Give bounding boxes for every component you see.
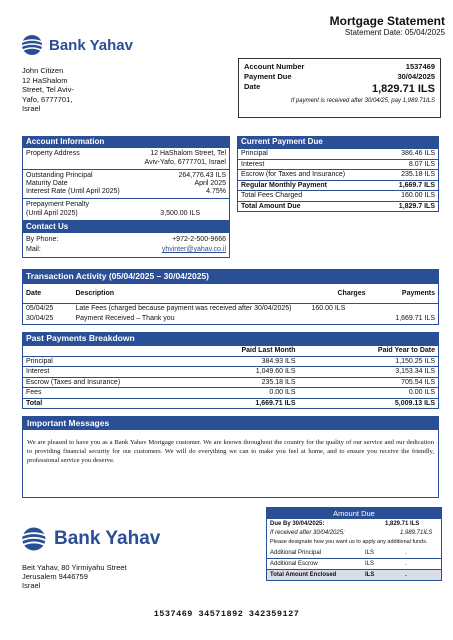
recipient-line: 12 HaShalom (22, 75, 68, 85)
transaction-payments (369, 304, 439, 315)
payment-row (238, 159, 439, 170)
row-label: Total (26, 399, 43, 407)
bank-name: Bank Yahav (49, 36, 133, 54)
column-header: Payments (401, 290, 435, 297)
transaction-payments: 1,669.71 ILS (395, 315, 435, 322)
total-enclosed-label: Total Amount Enclosed (270, 571, 337, 578)
account-info-label: Interest Rate (Until April 2025) (26, 188, 120, 195)
coupon-row-field[interactable]: . (405, 549, 407, 556)
paid-last-month: 0.00 ILS (269, 389, 296, 396)
payment-value: 386.46 ILS (401, 150, 435, 157)
account-info-value: April 2025 (194, 180, 226, 187)
paid-ytd: 5,009.13 ILS (394, 399, 435, 407)
payment-row (238, 191, 439, 202)
recipient-line: Israel (22, 104, 41, 113)
table-row (23, 367, 439, 378)
total-enclosed-field[interactable]: . (405, 571, 407, 578)
phone-label: By Phone: (26, 236, 59, 243)
micr-line: 1537469 34571892 342359127 (153, 609, 300, 619)
date-label: Date (244, 82, 261, 91)
recipient-address (22, 66, 74, 114)
past-payments-header: Past Payments Breakdown (22, 332, 439, 345)
important-messages-section (22, 416, 439, 498)
payment-row (238, 201, 439, 212)
coupon-row[interactable] (267, 548, 441, 559)
coupon-row[interactable] (267, 559, 441, 570)
transaction-description: Late Fees (charged because payment was received after 30/04/2025) (75, 305, 292, 312)
row-label: Interest (26, 368, 50, 375)
return-address-line: Israel (22, 581, 41, 590)
statement-date: Statement Date: 05/04/2025 (344, 28, 445, 37)
paid-ytd: 0.00 ILS (408, 389, 435, 396)
account-info-label: Maturity Date (26, 180, 68, 187)
transaction-table (22, 283, 439, 325)
designate-note: Please designate how you want us to apply any additional funds. (270, 539, 428, 545)
table-row (23, 377, 439, 388)
past-payments-section (22, 332, 439, 409)
property-address-line: Aviv-Yafo, 6777701, Israel (144, 158, 226, 166)
table-row (23, 398, 439, 409)
statement-title: Mortgage Statement (329, 14, 445, 28)
paid-last-month: 384.93 ILS (261, 357, 296, 365)
coupon-row-unit: ILS (365, 560, 375, 567)
prepayment-penalty-label: Prepayment Penalty (26, 201, 90, 208)
transaction-activity-header: Transaction Activity (05/04/2025 – 30/04/2025) (22, 269, 439, 283)
table-row (23, 388, 439, 399)
payment-row (238, 149, 439, 160)
email-link[interactable]: yhvinter@yahav.co.il (161, 246, 226, 253)
table-row (23, 304, 439, 315)
prepayment-penalty-value: 3,500.00 ILS (160, 209, 200, 217)
account-info-value: 4.75% (206, 188, 226, 195)
transaction-activity-section (22, 269, 439, 325)
total-enclosed-row[interactable] (267, 570, 441, 580)
transaction-charges (309, 314, 369, 325)
transaction-date: 05/04/25 (26, 305, 54, 312)
payment-value: 235.18 ILS (401, 171, 435, 178)
paid-last-month: 1,669.71 ILS (255, 399, 296, 407)
paid-ytd: 705.54 ILS (401, 378, 435, 386)
column-header: Charges (337, 290, 366, 297)
late-payment-note: If payment is received after 30/04/25, pay 1,989.71ILS (290, 98, 435, 104)
recipient-line: Yafo, 6777701, (22, 94, 73, 104)
row-label: Fees (26, 389, 42, 396)
payment-label: Escrow (for Taxes and Insurance) (241, 171, 346, 178)
account-information-section (22, 136, 230, 258)
paid-ytd: 3,153.34 ILS (395, 368, 435, 375)
phone-value: +972-2-500-9666 (172, 236, 226, 243)
coupon-row-field[interactable]: . (405, 560, 407, 567)
column-header: Paid Last Month (241, 347, 296, 354)
transaction-date: 30/04/25 (26, 315, 54, 322)
payment-label: Total Amount Due (241, 202, 301, 210)
transaction-description: Payment Received – Thank you (75, 315, 175, 322)
late-amount-value: 1,989.71ILS (400, 530, 433, 536)
account-info-row (26, 188, 226, 196)
contact-us-header: Contact Us (22, 221, 230, 233)
account-info-row (26, 180, 226, 188)
total-enclosed-unit: ILS (365, 571, 375, 578)
payment-value: 160.00 ILS (401, 192, 435, 199)
paid-last-month: 1,049.60 ILS (255, 368, 296, 375)
payment-value: 1,669.7 ILS (398, 181, 435, 189)
current-payment-table (237, 148, 439, 212)
payment-due-value: 30/04/2025 (397, 72, 435, 81)
coupon-row-label: Additional Principal (270, 549, 322, 556)
return-address-line: Beit Yahav, 80 Yirmiyahu Street (22, 563, 127, 572)
globe-logo-icon (20, 34, 46, 56)
payment-value: 1,829.7 ILS (398, 202, 435, 210)
column-header (23, 346, 199, 357)
amount-due-coupon (266, 507, 442, 581)
row-label: Principal (26, 357, 53, 365)
property-address-line: 12 HaShalom Street, Tel (150, 150, 226, 157)
payment-label: Principal (241, 150, 268, 157)
due-by-value: 1,829.71 ILS (385, 521, 420, 527)
payment-due-label: Payment Due (244, 72, 292, 81)
globe-logo-icon (20, 526, 50, 552)
table-row (23, 314, 439, 325)
late-amount-label: If received after 30/04/2025: (270, 530, 345, 536)
account-number-label: Account Number (244, 62, 305, 71)
account-info-value: 264,776.43 ILS (178, 172, 226, 179)
payment-label: Total Fees Charged (241, 192, 303, 199)
recipient-line: Street, Tel Aviv- (22, 85, 74, 94)
column-header: Paid Year to Date (377, 347, 435, 354)
column-header: Date (26, 290, 42, 297)
transaction-charges: 160.00 ILS (311, 305, 346, 312)
current-payment-section (237, 136, 439, 212)
account-information-header: Account Information (22, 136, 230, 148)
bank-logo-bottom (20, 526, 160, 552)
account-info-label: Outstanding Principal (26, 172, 93, 179)
mail-label: Mail: (26, 246, 41, 253)
return-address-line: Jerusalem 9446759 (22, 572, 88, 581)
payment-label: Interest (241, 160, 265, 168)
paid-last-month: 235.18 ILS (261, 378, 296, 386)
recipient-line: John Citizen (22, 66, 64, 75)
column-header: Description (75, 290, 115, 297)
row-label: Escrow (Taxes and Insurance) (26, 378, 121, 386)
return-address (22, 563, 127, 590)
paid-ytd: 1,150.25 ILS (395, 357, 435, 365)
payment-label: Regular Monthly Payment (241, 181, 327, 189)
prepayment-penalty-period: (Until April 2025) (26, 209, 78, 217)
due-by-label: Due By 30/04/2025: (270, 521, 325, 527)
summary-box (238, 58, 441, 118)
payment-row (238, 180, 439, 191)
coupon-header: Amount Due (267, 508, 441, 519)
bank-name: Bank Yahav (54, 528, 161, 549)
coupon-row-unit: ILS (365, 549, 375, 556)
coupon-row-label: Additional Escrow (270, 560, 318, 567)
table-row (23, 356, 439, 367)
bank-logo (20, 34, 133, 56)
past-payments-table (22, 345, 439, 409)
account-info-row (26, 172, 226, 180)
payment-row (238, 170, 439, 181)
current-payment-header: Current Payment Due (237, 136, 439, 148)
amount-due-value: 1,829.71 ILS (372, 83, 435, 95)
property-address-label: Property Address (26, 150, 80, 157)
payment-value: 8.07 ILS (408, 160, 435, 168)
account-number-value: 1537469 (405, 62, 435, 71)
important-messages-text: We are pleased to have you as a Bank Yahav Mortgage customer. We are known throughout the country for the quality of our service and our dedication to providing financial security for our customers. We will do everything we can to make you feel at home, and to ensure you receive the friendly, professional service you deserve. (27, 439, 434, 464)
important-messages-header: Important Messages (23, 417, 438, 430)
